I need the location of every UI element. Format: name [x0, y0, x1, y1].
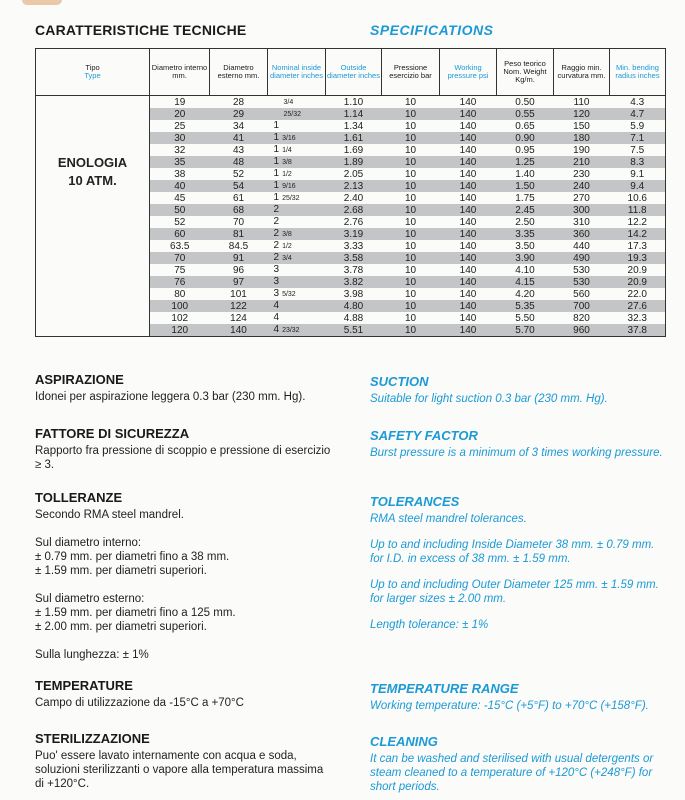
section-tolleranze	[35, 490, 236, 662]
section-temperature-range	[370, 681, 649, 713]
cell-pressure-bar: 10	[404, 120, 417, 132]
cell-pressure-bar: 10	[382, 324, 440, 337]
title-english: SPECIFICATIONS	[370, 22, 494, 38]
nominal-whole: 1	[273, 156, 280, 167]
nominal-whole: 3	[273, 264, 280, 275]
cell-nominal-inside-diameter	[268, 168, 326, 180]
cell-bending-radius-inches: 32.3	[610, 312, 666, 324]
outer-diameter-tolerance: for larger sizes ± 2.00 mm.	[370, 593, 507, 605]
cell-weight: 1.75	[515, 192, 535, 204]
cell-bending-radius-inches: 5.9	[610, 120, 666, 132]
cell-bending-radius-mm: 230	[573, 168, 590, 180]
cell-outside-diameter-mm: 140	[210, 324, 268, 337]
cell-outside-diameter-mm: 91	[210, 252, 268, 264]
cell-bending-radius-mm: 310	[573, 216, 590, 228]
nominal-fraction: 9/16	[282, 183, 296, 190]
nominal-fraction: 3/4	[283, 99, 294, 106]
tolerance-intro: RMA steel mandrel tolerances.	[370, 513, 527, 525]
cell-inside-diameter-mm: 52	[174, 216, 186, 228]
nominal-whole: 2	[273, 216, 280, 227]
cell-pressure-bar: 10	[382, 300, 440, 312]
section-title: TEMPERATURE	[35, 678, 133, 693]
section-title: FATTORE DI SICUREZZA	[35, 426, 190, 441]
nominal-fraction: 3/8	[282, 159, 292, 166]
nominal-whole: 2	[273, 228, 280, 239]
corner-decoration	[22, 0, 62, 5]
section-sterilizzazione	[35, 731, 323, 791]
cell-pressure-psi: 140	[440, 228, 497, 240]
nominal-fraction: 25/32	[282, 195, 300, 202]
cell-bending-radius-mm: 120	[554, 108, 610, 120]
cell-pressure-bar: 10	[382, 252, 440, 264]
cell-outside-diameter-inches: 4.80	[326, 300, 382, 312]
nominal-whole: 1	[273, 132, 280, 143]
header-working-pressure-psi: Working pressure psi	[440, 49, 497, 96]
cell-inside-diameter-mm: 50	[150, 204, 210, 216]
cell-pressure-psi: 140	[459, 288, 477, 300]
nominal-whole: 2	[273, 204, 280, 215]
nominal-fraction: 3/8	[282, 231, 292, 238]
cell-pressure-psi: 140	[440, 300, 497, 312]
cell-weight: 0.55	[497, 108, 554, 120]
cell-weight: 5.70	[497, 324, 554, 337]
cell-bending-radius-inches: 14.2	[610, 228, 666, 240]
cell-weight: 4.20	[515, 288, 535, 300]
cell-pressure-psi: 140	[440, 108, 497, 120]
header-bending-radius-mm: Raggio min. curvatura mm.	[554, 49, 610, 96]
cell-pressure-psi: 140	[440, 276, 497, 288]
cell-inside-diameter-mm: 25	[174, 120, 186, 132]
cell-inside-diameter-mm: 100	[150, 300, 210, 312]
cell-nominal-inside-diameter	[268, 120, 326, 132]
cell-bending-radius-mm: 530	[573, 264, 590, 276]
header-outside-diameter-inches: Outside diameter inches	[326, 49, 382, 96]
cell-pressure-bar: 10	[382, 180, 440, 192]
cell-inside-diameter-mm: 35	[150, 156, 210, 168]
cell-outside-diameter-mm: 81	[210, 228, 268, 240]
nominal-whole: 1	[273, 180, 280, 191]
section-cleaning	[370, 734, 653, 794]
cell-inside-diameter-mm: 75	[174, 264, 186, 276]
cell-bending-radius-mm: 210	[554, 156, 610, 168]
cell-bending-radius-inches: 37.8	[610, 324, 666, 337]
section-text: Suitable for light suction 0.3 bar (230 mm. Hg).	[370, 393, 608, 405]
cell-outside-diameter-mm: 28	[232, 96, 245, 108]
section-text-line: steam cleaned to a temperature of +120°C (+248°F) for	[370, 767, 653, 779]
cell-outside-diameter-mm: 122	[210, 300, 268, 312]
section-text: Campo di utilizzazione da -15°C a +70°C	[35, 697, 244, 709]
section-text-line: It can be washed and sterilised with usual detergents or	[370, 753, 654, 765]
inner-diameter-tolerance: for I.D. in excess of 38 mm. ± 1.59 mm.	[370, 553, 571, 565]
cell-nominal-inside-diameter	[268, 132, 326, 144]
section-title: SUCTION	[370, 374, 429, 389]
cell-outside-diameter-inches: 4.88	[343, 312, 364, 324]
section-text: Working temperature: -15°C (+5°F) to +70°C (+158°F).	[370, 700, 649, 712]
nominal-whole: 1	[273, 120, 280, 131]
inner-diameter-tolerance: ± 0.79 mm. per diametri fino a 38 mm.	[35, 551, 230, 563]
cell-bending-radius-inches: 9.4	[610, 180, 666, 192]
cell-inside-diameter-mm: 40	[150, 180, 210, 192]
nominal-whole: 3	[273, 288, 280, 299]
section-title: CLEANING	[370, 734, 438, 749]
cell-nominal-inside-diameter	[268, 156, 326, 168]
section-text: Idonei per aspirazione leggera 0.3 bar (230 mm. Hg).	[35, 391, 306, 403]
cell-pressure-psi: 140	[440, 252, 497, 264]
section-fattore-sicurezza	[35, 426, 355, 472]
cell-bending-radius-inches: 17.3	[610, 240, 666, 252]
nominal-fraction: 5/32	[282, 291, 296, 298]
cell-outside-diameter-inches: 3.33	[343, 240, 364, 252]
length-tolerance: Length tolerance: ± 1%	[370, 619, 489, 631]
cell-outside-diameter-inches: 3.98	[343, 288, 364, 300]
cell-pressure-psi: 140	[459, 168, 477, 180]
cell-inside-diameter-mm: 76	[150, 276, 210, 288]
cell-weight: 0.95	[515, 144, 535, 156]
section-temperature	[35, 678, 244, 710]
section-aspirazione	[35, 372, 305, 404]
cell-nominal-inside-diameter	[268, 192, 326, 204]
cell-pressure-bar: 10	[382, 156, 440, 168]
cell-outside-diameter-inches: 1.34	[343, 120, 364, 132]
section-title: TOLLERANZE	[35, 490, 123, 505]
cell-nominal-inside-diameter	[268, 216, 326, 228]
cell-outside-diameter-inches: 3.58	[326, 252, 382, 264]
nominal-whole: 2	[273, 252, 280, 263]
cell-inside-diameter-mm: 30	[150, 132, 210, 144]
table-row	[36, 96, 666, 109]
cell-pressure-psi: 140	[459, 192, 477, 204]
tolerance-intro: Secondo RMA steel mandrel.	[35, 509, 184, 521]
cell-inside-diameter-mm: 20	[150, 108, 210, 120]
outer-diameter-tolerance: ± 1.59 mm. per diametri fino a 125 mm.	[35, 607, 236, 619]
cell-weight: 2.50	[515, 216, 535, 228]
cell-nominal-inside-diameter	[268, 300, 326, 312]
cell-nominal-inside-diameter	[268, 108, 326, 120]
nominal-whole: 1	[273, 192, 280, 203]
cell-pressure-bar: 10	[382, 132, 440, 144]
cell-outside-diameter-mm: 70	[232, 216, 245, 228]
cell-weight: 0.50	[515, 96, 535, 108]
cell-outside-diameter-inches: 1.89	[326, 156, 382, 168]
inner-diameter-heading: Sul diametro interno:	[35, 537, 142, 549]
cell-pressure-psi: 140	[440, 180, 497, 192]
type-label: 10 ATM.	[68, 173, 117, 188]
cell-weight: 0.90	[497, 132, 554, 144]
outer-diameter-heading: Sul diametro esterno:	[35, 593, 145, 605]
cell-bending-radius-inches: 27.6	[610, 300, 666, 312]
section-tolerances	[370, 494, 659, 632]
cell-bending-radius-mm: 700	[554, 300, 610, 312]
cell-outside-diameter-mm: 84.5	[228, 240, 249, 252]
nominal-whole: 2	[273, 240, 280, 251]
cell-bending-radius-mm: 240	[554, 180, 610, 192]
cell-nominal-inside-diameter	[268, 240, 326, 252]
section-title: SAFETY FACTOR	[370, 428, 478, 443]
cell-pressure-bar: 10	[404, 264, 417, 276]
cell-outside-diameter-inches: 2.68	[326, 204, 382, 216]
cell-nominal-inside-diameter	[268, 144, 326, 156]
cell-inside-diameter-mm: 80	[174, 288, 186, 300]
cell-bending-radius-inches: 4.3	[610, 96, 666, 109]
cell-pressure-bar: 10	[404, 216, 417, 228]
cell-bending-radius-inches: 10.6	[610, 192, 666, 204]
cell-outside-diameter-inches: 1.14	[326, 108, 382, 120]
inner-diameter-tolerance: Up to and including Inside Diameter 38 mm. ± 0.79 mm.	[370, 539, 655, 551]
nominal-fraction: 3/4	[282, 255, 292, 262]
header-working-pressure-bar: Pressione esercizio bar	[382, 49, 440, 96]
cell-pressure-psi: 140	[459, 312, 477, 324]
cell-nominal-inside-diameter	[268, 252, 326, 264]
cell-inside-diameter-mm: 120	[150, 324, 210, 337]
cell-pressure-psi: 140	[440, 156, 497, 168]
cell-bending-radius-mm: 180	[554, 132, 610, 144]
title-italian: CARATTERISTICHE TECNICHE	[35, 22, 247, 38]
header-weight: Peso teorico Nom. Weight Kg/m.	[497, 49, 554, 96]
cell-pressure-bar: 10	[382, 228, 440, 240]
section-safety-factor	[370, 428, 663, 460]
nominal-whole: 4	[273, 324, 280, 335]
cell-pressure-bar: 10	[404, 144, 417, 156]
cell-inside-diameter-mm: 19	[174, 96, 186, 108]
cell-weight: 5.50	[515, 312, 535, 324]
cell-weight: 3.50	[515, 240, 535, 252]
cell-weight: 1.50	[497, 180, 554, 192]
cell-pressure-psi: 140	[459, 264, 477, 276]
section-text-line: Rapporto fra pressione di scoppio e pressione di esercizio	[35, 445, 331, 457]
cell-outside-diameter-mm: 101	[230, 288, 247, 300]
cell-bending-radius-mm: 560	[573, 288, 590, 300]
cell-inside-diameter-mm: 102	[171, 312, 189, 324]
cell-outside-diameter-mm: 29	[210, 108, 268, 120]
section-text-line: soluzioni sterilizzanti o vapore alla temperatura massima	[35, 764, 324, 776]
cell-pressure-bar: 10	[382, 204, 440, 216]
section-text-line: Puo' essere lavato internamente con acqua e soda,	[35, 750, 297, 762]
cell-bending-radius-mm: 190	[573, 144, 590, 156]
cell-bending-radius-inches: 19.3	[610, 252, 666, 264]
header-nominal-inside-diameter-inches: Nominal inside diameter inches	[268, 49, 326, 96]
outer-diameter-tolerance: ± 2.00 mm. per diametri superiori.	[35, 621, 207, 633]
header-outside-diameter-mm: Diametro esterno mm.	[210, 49, 268, 96]
cell-weight: 1.40	[515, 168, 535, 180]
cell-nominal-inside-diameter	[268, 96, 326, 109]
cell-pressure-bar: 10	[404, 96, 417, 108]
cell-bending-radius-inches: 9.1	[610, 168, 666, 180]
cell-pressure-bar: 10	[382, 108, 440, 120]
cell-pressure-psi: 140	[459, 96, 477, 108]
cell-outside-diameter-mm: 124	[230, 312, 247, 324]
cell-nominal-inside-diameter	[268, 288, 326, 300]
cell-outside-diameter-mm: 48	[210, 156, 268, 168]
cell-pressure-bar: 10	[404, 312, 417, 324]
nominal-whole: 1	[273, 144, 280, 155]
cell-inside-diameter-mm: 38	[174, 168, 186, 180]
cell-outside-diameter-mm: 41	[210, 132, 268, 144]
cell-bending-radius-inches: 20.9	[610, 276, 666, 288]
cell-weight: 2.45	[497, 204, 554, 216]
section-text: Burst pressure is a minimum of 3 times working pressure.	[370, 447, 663, 459]
cell-bending-radius-inches: 20.9	[610, 264, 666, 276]
cell-bending-radius-mm: 490	[554, 252, 610, 264]
nominal-fraction: 23/32	[282, 327, 300, 334]
cell-bending-radius-mm: 820	[573, 312, 590, 324]
cell-outside-diameter-inches: 2.76	[343, 216, 364, 228]
cell-pressure-psi: 140	[440, 324, 497, 337]
cell-weight: 4.15	[497, 276, 554, 288]
cell-weight: 4.10	[515, 264, 535, 276]
cell-outside-diameter-inches: 1.61	[326, 132, 382, 144]
header-inside-diameter-mm: Diametro interno mm.	[150, 49, 210, 96]
cell-bending-radius-inches: 7.5	[610, 144, 666, 156]
cell-outside-diameter-inches: 2.40	[343, 192, 364, 204]
cell-weight: 3.35	[497, 228, 554, 240]
section-suction	[370, 374, 608, 406]
cell-bending-radius-mm: 530	[554, 276, 610, 288]
cell-nominal-inside-diameter	[268, 276, 326, 288]
cell-outside-diameter-inches: 5.51	[326, 324, 382, 337]
cell-bending-radius-inches: 4.7	[610, 108, 666, 120]
cell-outside-diameter-inches: 1.10	[343, 96, 364, 108]
cell-weight: 3.90	[497, 252, 554, 264]
cell-pressure-psi: 140	[440, 132, 497, 144]
cell-bending-radius-inches: 11.8	[610, 204, 666, 216]
nominal-fraction: 1/2	[282, 243, 292, 250]
cell-bending-radius-inches: 7.1	[610, 132, 666, 144]
cell-nominal-inside-diameter	[268, 324, 326, 337]
section-title: ASPIRAZIONE	[35, 372, 124, 387]
cell-inside-diameter-mm: 60	[150, 228, 210, 240]
cell-pressure-bar: 10	[404, 240, 417, 252]
cell-outside-diameter-mm: 97	[210, 276, 268, 288]
cell-outside-diameter-mm: 54	[210, 180, 268, 192]
cell-bending-radius-mm: 360	[554, 228, 610, 240]
section-title: TOLERANCES	[370, 494, 460, 509]
section-text-line: short periods.	[370, 781, 440, 793]
cell-bending-radius-mm: 440	[573, 240, 590, 252]
nominal-fraction: 25/32	[283, 111, 302, 118]
cell-pressure-bar: 10	[404, 168, 417, 180]
section-text-line: ≥ 3.	[35, 459, 55, 471]
cell-inside-diameter-mm: 32	[174, 144, 186, 156]
section-text-line: di +120°C.	[35, 778, 90, 790]
nominal-fraction: 3/16	[282, 135, 296, 142]
nominal-fraction: 1/2	[282, 171, 292, 178]
inner-diameter-tolerance: ± 1.59 mm. per diametri superiori.	[35, 565, 207, 577]
cell-pressure-psi: 140	[459, 144, 477, 156]
outer-diameter-tolerance: Up to and including Outer Diameter 125 mm. ± 1.59 mm.	[370, 579, 659, 591]
cell-inside-diameter-mm: 70	[150, 252, 210, 264]
cell-outside-diameter-inches: 3.19	[326, 228, 382, 240]
cell-pressure-bar: 10	[404, 288, 417, 300]
cell-outside-diameter-mm: 34	[232, 120, 245, 132]
cell-bending-radius-mm: 270	[573, 192, 590, 204]
cell-nominal-inside-diameter	[268, 180, 326, 192]
cell-weight: 5.35	[497, 300, 554, 312]
cell-outside-diameter-inches: 2.13	[326, 180, 382, 192]
section-title: STERILIZZAZIONE	[35, 731, 150, 746]
cell-bending-radius-inches: 12.2	[610, 216, 666, 228]
cell-bending-radius-inches: 22.0	[610, 288, 666, 300]
cell-pressure-psi: 140	[459, 240, 477, 252]
nominal-whole: 4	[273, 312, 280, 323]
cell-outside-diameter-inches: 1.69	[343, 144, 364, 156]
cell-weight: 0.65	[515, 120, 535, 132]
cell-nominal-inside-diameter	[268, 264, 326, 276]
cell-pressure-psi: 140	[459, 120, 477, 132]
cell-pressure-bar: 10	[404, 192, 417, 204]
cell-inside-diameter-mm: 63.5	[170, 240, 190, 252]
nominal-whole: 3	[273, 276, 280, 287]
cell-outside-diameter-inches: 3.82	[326, 276, 382, 288]
header-bending-radius-inches: Min. bending radius inches	[610, 49, 666, 96]
type-label: ENOLOGIA	[57, 155, 128, 170]
cell-outside-diameter-inches: 3.78	[343, 264, 364, 276]
cell-outside-diameter-mm: 96	[232, 264, 245, 276]
nominal-whole: 1	[273, 168, 280, 179]
nominal-fraction: 1/4	[282, 147, 292, 154]
cell-pressure-bar: 10	[382, 276, 440, 288]
table-header-row	[36, 49, 666, 96]
cell-bending-radius-mm: 300	[554, 204, 610, 216]
cell-nominal-inside-diameter	[268, 312, 326, 324]
cell-bending-radius-inches: 8.3	[610, 156, 666, 168]
header-type: Tipo Type	[36, 49, 150, 96]
cell-outside-diameter-inches: 2.05	[343, 168, 364, 180]
length-tolerance: Sulla lunghezza: ± 1%	[35, 649, 149, 661]
cell-nominal-inside-diameter	[268, 228, 326, 240]
cell-outside-diameter-mm: 43	[232, 144, 245, 156]
cell-outside-diameter-mm: 68	[210, 204, 268, 216]
cell-inside-diameter-mm: 45	[174, 192, 186, 204]
cell-bending-radius-mm: 110	[573, 96, 590, 108]
cell-nominal-inside-diameter	[268, 204, 326, 216]
cell-outside-diameter-mm: 61	[232, 192, 245, 204]
nominal-whole: 4	[273, 300, 280, 311]
cell-bending-radius-mm: 150	[573, 120, 590, 132]
cell-outside-diameter-mm: 52	[232, 168, 245, 180]
cell-pressure-psi: 140	[440, 204, 497, 216]
section-title: TEMPERATURE RANGE	[370, 681, 519, 696]
specifications-table	[35, 48, 666, 337]
type-cell	[36, 96, 150, 337]
cell-weight: 1.25	[497, 156, 554, 168]
cell-bending-radius-mm: 960	[554, 324, 610, 337]
cell-pressure-psi: 140	[459, 216, 477, 228]
